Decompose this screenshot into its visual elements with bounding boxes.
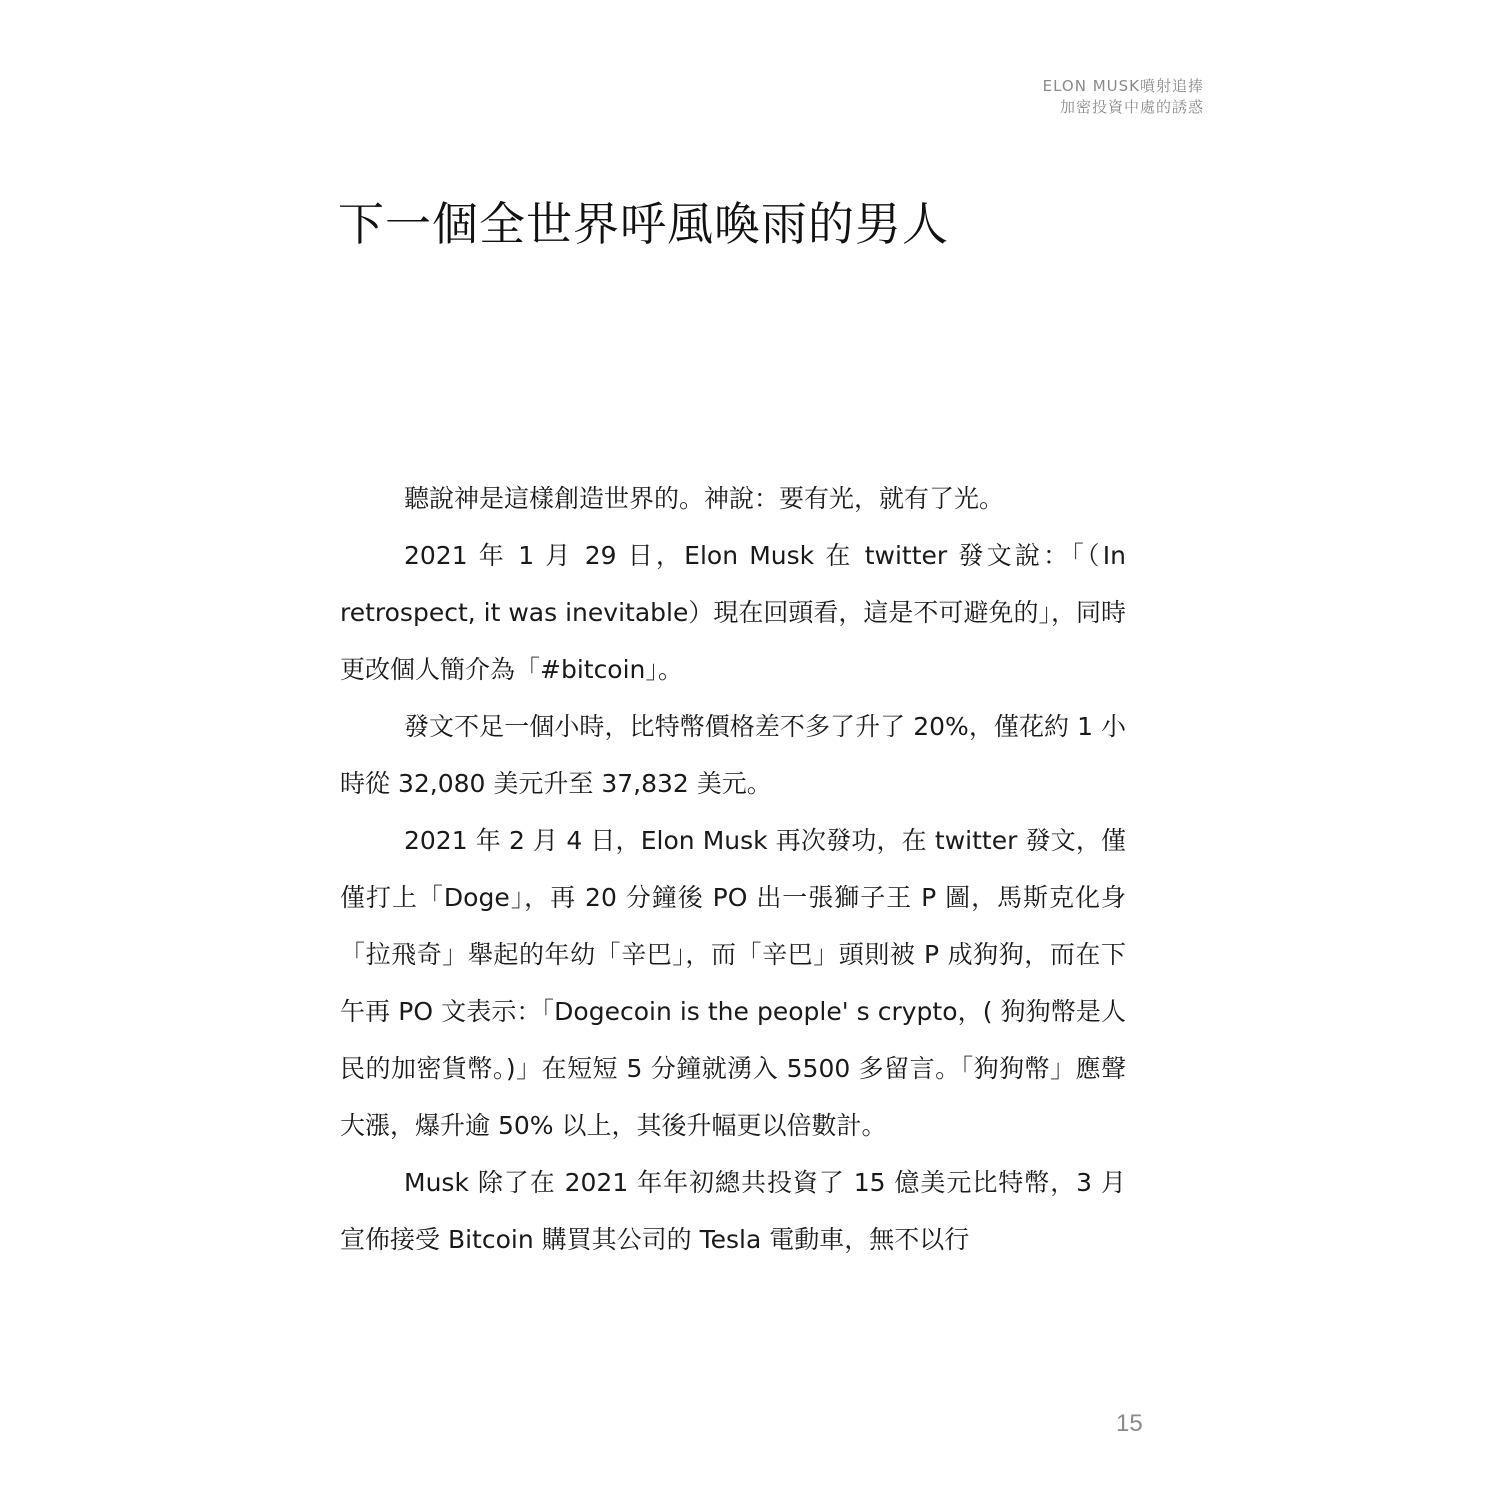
running-header-line-2: 加密投資中處的誘惑: [1059, 98, 1204, 116]
body-text: [340, 470, 1126, 1268]
paragraph-5: Musk 除了在 2021 年年初總共投資了 15 億美元比特幣，3 月宣佈接受 Bitcoin 購買其公司的 Tesla 電動車，無不以行: [340, 1168, 1126, 1254]
paragraph-4: 2021 年 2 月 4 日，Elon Musk 再次發功，在 twitter 發文，僅僅打上「Doge」，再 20 分鐘後 PO 出一張獅子王 P 圖，馬斯克化身「拉飛奇」舉起的年幼「辛巴」，而「辛巴」頭則被 P 成狗狗，而在下午再 PO 文表示：「Dogecoin is the people' s crypto，( 狗狗幣是人民的加密貨幣。)」在短短 5 分鐘就湧入 5500 多留言。「狗狗幣」應聲大漲，爆升逾 50% 以上，其後升幅更以倍數計。: [340, 826, 1126, 1140]
paragraph-1: 聽說神是這樣創造世界的。神說：要有光，就有了光。: [404, 484, 1005, 513]
chapter-title: 下一個全世界呼風喚雨的男人: [338, 197, 949, 251]
page-number: 15: [1116, 1410, 1143, 1437]
running-header-line-1: ELON MUSK噴射追捧: [1042, 77, 1204, 95]
running-header: [1043, 76, 1204, 118]
paragraph-3: 發文不足一個小時，比特幣價格差不多了升了 20%，僅花約 1 小時從 32,080 美元升至 37,832 美元。: [340, 712, 1126, 798]
paragraph-2: 2021 年 1 月 29 日，Elon Musk 在 twitter 發文說：「（In retrospect, it was inevitable）現在回頭看，這是不可避免的」，同時更改個人簡介為「#bitcoin」。: [340, 541, 1126, 684]
